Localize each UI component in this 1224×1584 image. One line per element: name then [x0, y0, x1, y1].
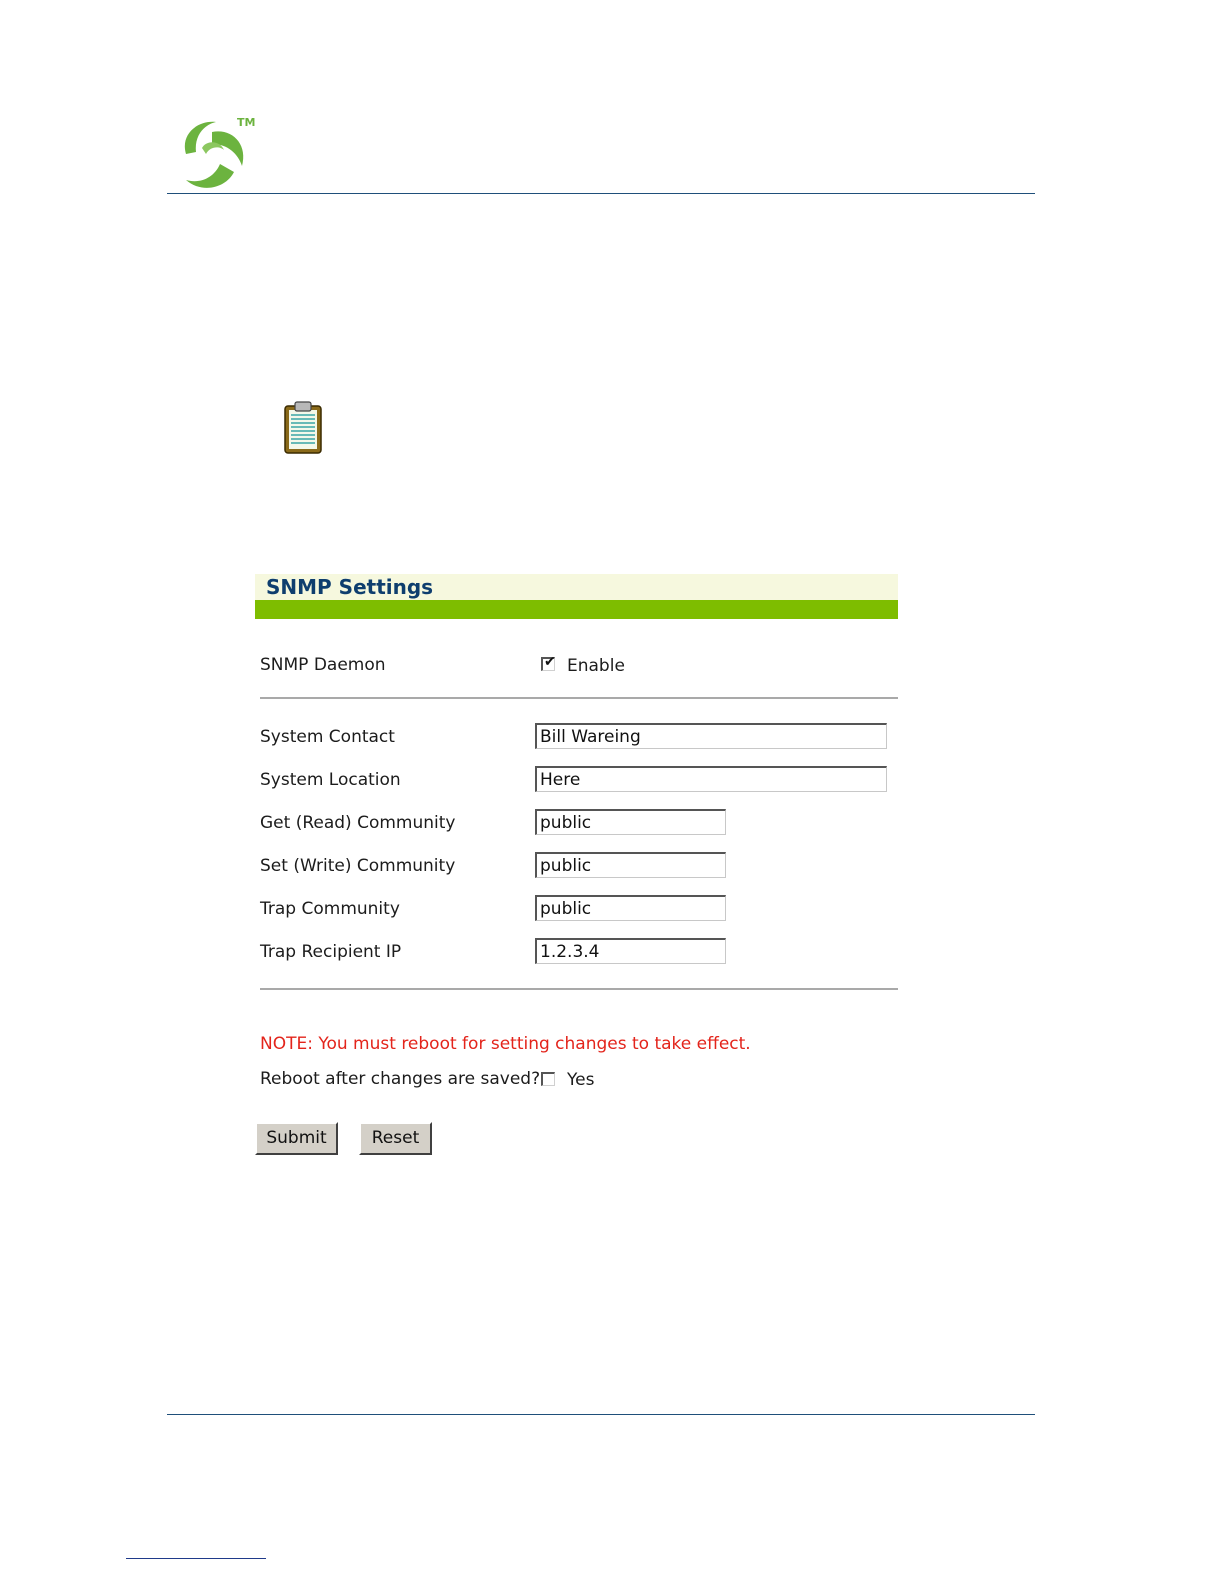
get-community-input[interactable]: public — [535, 809, 726, 835]
reboot-note: NOTE: You must reboot for setting changes to take effect. — [260, 1034, 751, 1054]
set-community-input[interactable]: public — [535, 852, 726, 878]
system-location-label: System Location — [260, 770, 401, 790]
reboot-yes-label: Yes — [567, 1070, 595, 1090]
snmp-settings-panel — [255, 574, 898, 619]
reboot-checkbox[interactable] — [541, 1072, 555, 1086]
trademark-mark: TM — [237, 116, 256, 129]
reset-button[interactable]: Reset — [359, 1122, 432, 1155]
panel-title-bar — [255, 574, 898, 600]
snmp-daemon-label: SNMP Daemon — [260, 655, 386, 675]
footnote-rule — [126, 1558, 266, 1559]
system-contact-input[interactable]: Bill Wareing — [535, 723, 887, 749]
snmp-daemon-enable-label: Enable — [567, 656, 625, 676]
trap-recipient-ip-input[interactable]: 1.2.3.4 — [535, 938, 726, 964]
submit-button[interactable]: Submit — [255, 1122, 338, 1155]
trap-recipient-ip-label: Trap Recipient IP — [260, 942, 402, 962]
footer-rule — [167, 1414, 1035, 1415]
header-rule — [167, 193, 1035, 194]
separator-top — [260, 697, 898, 699]
panel-title: SNMP Settings — [266, 575, 434, 599]
snmp-daemon-checkbox[interactable] — [541, 654, 556, 671]
get-community-label: Get (Read) Community — [260, 813, 456, 833]
system-location-input[interactable]: Here — [535, 766, 887, 792]
trap-community-label: Trap Community — [260, 899, 400, 919]
reboot-label: Reboot after changes are saved? — [260, 1069, 541, 1089]
system-contact-label: System Contact — [260, 727, 395, 747]
set-community-label: Set (Write) Community — [260, 856, 456, 876]
checkmark-icon: ✔ — [544, 654, 556, 670]
trap-community-input[interactable]: public — [535, 895, 726, 921]
separator-bottom — [260, 988, 898, 990]
clipboard-note-icon — [284, 401, 324, 455]
panel-accent-bar — [255, 600, 898, 619]
